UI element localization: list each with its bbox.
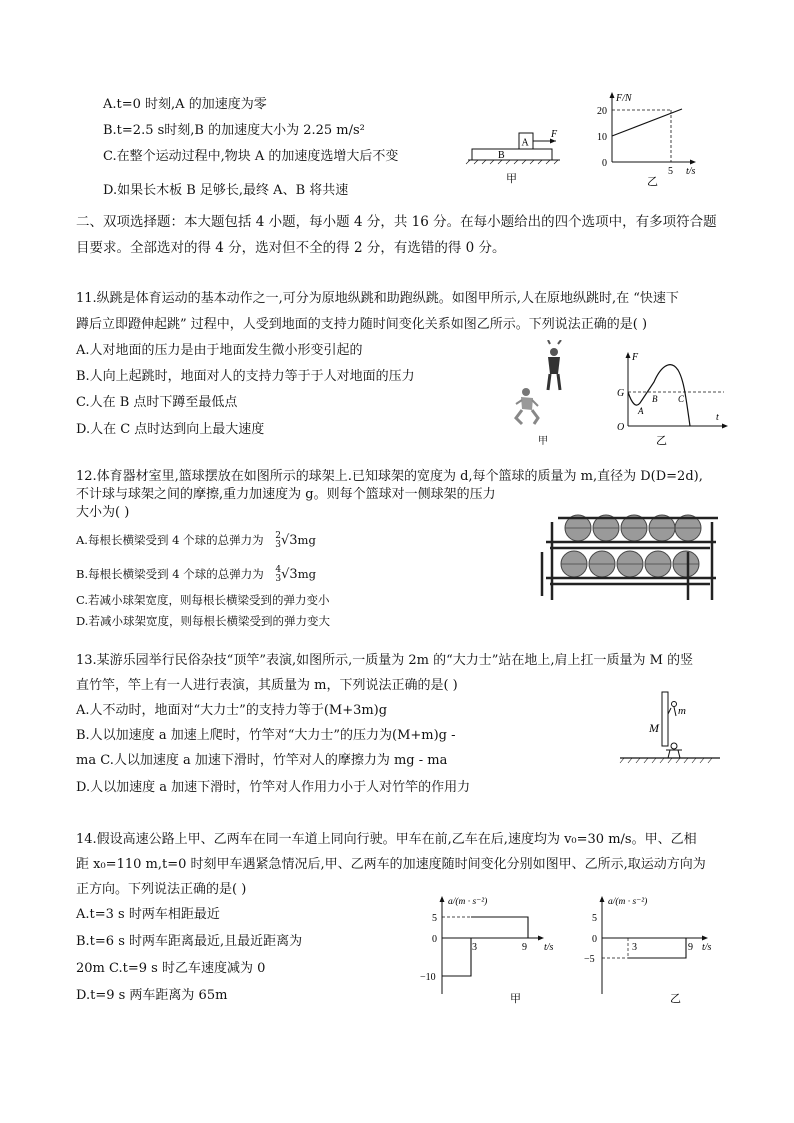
svg-text:0: 0: [592, 934, 597, 945]
q12-figure-ball-rack: [538, 508, 720, 604]
q11-stem-1: 11.纵跳是体育运动的基本动作之一,可分为原地纵跳和助跑纵跳。如图甲所示,人在原地纵跳时,在 “快速下: [76, 291, 679, 306]
q10-option-b: B.t=2.5 s时刻,B 的加速度大小为 2.25 m/s²: [103, 123, 365, 138]
label-b: B: [498, 150, 505, 161]
q11-figure-jumper: [508, 340, 578, 450]
svg-text:5: 5: [592, 913, 597, 924]
svg-text:乙: 乙: [656, 435, 667, 447]
svg-text:t/s: t/s: [702, 942, 712, 953]
q14-option-b-c: 20m C.t=9 s 时乙车速度减为 0: [76, 961, 266, 976]
svg-text:3: 3: [472, 942, 477, 953]
q10-figure-yi: [592, 88, 712, 188]
svg-text:5: 5: [668, 166, 673, 177]
svg-text:t: t: [716, 412, 719, 423]
svg-text:a/(m · s⁻²): a/(m · s⁻²): [608, 897, 648, 907]
svg-text:a/(m · s⁻²): a/(m · s⁻²): [448, 897, 488, 907]
svg-text:乙: 乙: [670, 993, 681, 1005]
svg-text:乙: 乙: [647, 176, 658, 188]
q12-stem-1: 12.体育器材室里,篮球摆放在如图所示的球架上.已知球架的宽度为 d,每个篮球的质量为 m,直径为 D(D=2d),: [76, 469, 703, 484]
q10-figure-jia: [464, 124, 574, 186]
q12-stem-2: 不计球与球架之间的摩擦,重力加速度为 g。则每个篮球对一侧球架的压力: [76, 487, 496, 502]
section2-line2: 目要求。全部选对的得 4 分，选对但不全的得 2 分，有选错的得 0 分。: [76, 240, 506, 256]
q13-option-a: A.人不动时，地面对“大力士”的支持力等于(M+3m)g: [76, 703, 388, 718]
svg-text:20: 20: [597, 106, 607, 117]
svg-text:A: A: [638, 406, 644, 416]
svg-text:9: 9: [688, 942, 693, 953]
label-a: A: [521, 137, 529, 149]
svg-text:F/N: F/N: [616, 93, 632, 104]
q14-option-a: A.t=3 s 时两车相距最近: [76, 907, 220, 922]
q13-option-b: B.人以加速度 a 加速上爬时，竹竿对“大力士”的压力为(M+m)g -: [76, 728, 456, 743]
svg-text:C: C: [678, 394, 685, 404]
q12-stem-3: 大小为( ): [76, 505, 130, 520]
q11-option-b: B.人向上起跳时，地面对人的支持力等于于人对地面的压力: [76, 369, 415, 384]
svg-text:甲: 甲: [510, 993, 521, 1005]
q11-option-a: A.人对地面的压力是由于地面发生微小形变引起的: [76, 343, 363, 358]
q12-option-c: C.若减小球架宽度，则每根长横梁受到的弹力变小: [76, 593, 330, 607]
q10-option-d: D.如果长木板 B 足够长,最终 A、B 将共速: [103, 183, 349, 198]
svg-text:9: 9: [522, 942, 527, 953]
q12-option-d: D.若减小球架宽度，则每根长横梁受到的弹力变大: [76, 614, 330, 628]
q11-stem-2: 蹲后立即蹬伸起跳” 过程中，人受到地面的支持力随时间变化关系如图乙所示。下列说法正确的是( ): [76, 317, 648, 332]
svg-text:−5: −5: [584, 954, 595, 965]
svg-text:G: G: [617, 388, 625, 399]
q11-option-d: D.人在 C 点时达到向上最大速度: [76, 422, 265, 437]
svg-text:F: F: [632, 352, 639, 363]
q13-option-b-c: ma C.人以加速度 a 加速下滑时，竹竿对人的摩擦力为 mg - ma: [76, 753, 448, 768]
svg-text:O: O: [617, 422, 625, 433]
q11-fig1-caption: 甲: [538, 436, 548, 447]
q11-figure-force-time: [612, 348, 732, 448]
q14-figure-yi: [582, 890, 732, 1010]
q13-option-d: D.人以加速度 a 加速下滑时，竹竿对人作用力小于人对竹竿的作用力: [76, 780, 471, 795]
svg-text:B: B: [652, 394, 658, 404]
q11-option-c: C.人在 B 点时下蹲至最低点: [76, 395, 238, 410]
q14-stem-1: 14.假设高速公路上甲、乙两车在同一车道上同向行驶。甲车在前,乙车在后,速度均为 v₀=30 m/s。甲、乙相: [76, 832, 697, 847]
q13-stem-2: 直竹竿，竿上有一人进行表演，其质量为 m，下列说法正确的是( ): [76, 678, 458, 693]
q14-stem-3: 正方向。下列说法正确的是( ): [76, 882, 247, 897]
q10-option-a: A.t=0 时刻,A 的加速度为零: [103, 97, 267, 112]
label-mass-person: m: [678, 705, 686, 717]
svg-text:t/s: t/s: [686, 166, 696, 177]
q13-stem-1: 13.某游乐园举行民俗杂技“顶竿”表演,如图所示,一质量为 2m 的“大力士”站在地上,肩上扛一质量为 M 的竖: [76, 653, 694, 668]
q12-option-a: A.每根长横梁受到 4 个球的总弹力为 2 3 √3mg: [76, 531, 316, 550]
q12-option-b: B.每根长横梁受到 4 个球的总弹力为 4 3 √3mg: [76, 565, 316, 584]
q10-option-c: C.在整个运动过程中,物块 A 的加速度选增大后不变: [103, 149, 399, 164]
svg-text:t/s: t/s: [544, 942, 554, 953]
svg-text:10: 10: [597, 132, 607, 143]
svg-text:5: 5: [432, 913, 437, 924]
svg-text:3: 3: [632, 942, 637, 953]
q13-figure-pole: [616, 688, 726, 770]
section2-line1: 二、双项选择题：本大题包括 4 小题，每小题 4 分，共 16 分。在每小题给出的四个选项中，有多项符合题: [76, 214, 717, 230]
label-f: F: [551, 129, 558, 140]
q14-stem-2: 距 x₀=110 m,t=0 时刻甲车遇紧急情况后,甲、乙两车的加速度随时间变化分别如图甲、乙所示,取运动方向为: [76, 857, 706, 872]
svg-text:0: 0: [432, 934, 437, 945]
svg-text:0: 0: [602, 158, 607, 169]
svg-text:−10: −10: [420, 972, 436, 983]
caption-jia: 甲: [506, 173, 517, 185]
q14-figure-jia: [416, 890, 566, 1010]
q14-option-b: B.t=6 s 时两车距离最近,且最近距离为: [76, 934, 303, 949]
label-mass-pole: M: [649, 721, 659, 735]
board-b: [472, 149, 552, 160]
q14-option-d: D.t=9 s 两车距离为 65m: [76, 988, 228, 1003]
